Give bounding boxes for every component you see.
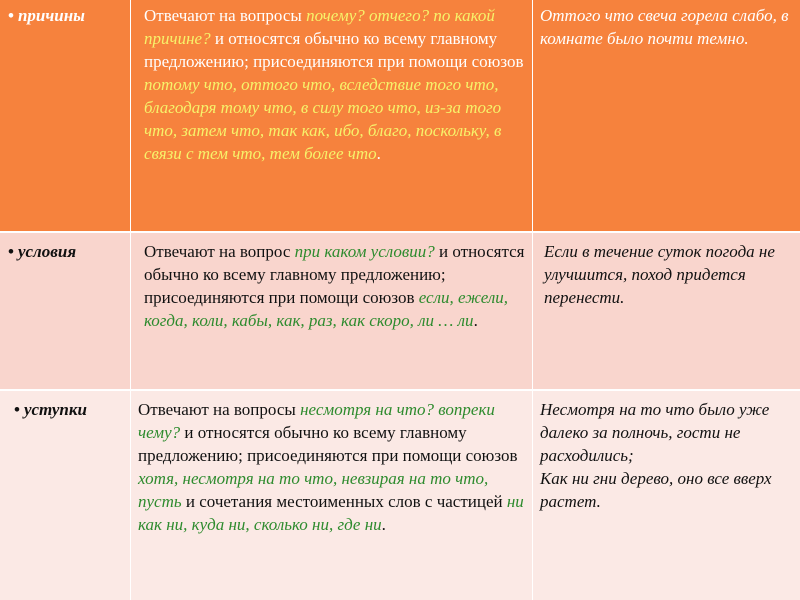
example-text: Если в течение суток погода не улучшится, поход придется перенести. [544,242,775,307]
desc-conjunctions: если, ежели, когда, коли, кабы, как, раз, как скоро, ли … ли [144,288,508,330]
desc-question: несмотря на что? вопреки чему? [138,400,495,442]
example-text-2: Как ни гни дерево, оно все вверх растет. [540,469,772,511]
bullet-icon: • [8,242,14,261]
bullet-icon: • [14,400,20,419]
desc-conjunctions: потому что, оттого что, вследствие того что, благодаря тому что, в силу того что, из-за того что, затем что, так как, ибо, благо, поскольку, в связи с тем что, тем более что [144,75,502,163]
description-cell [130,232,532,390]
bullet-icon: • [8,6,14,25]
column-divider [532,390,533,600]
desc-end: . [381,515,386,534]
column-divider [532,232,533,390]
example-cell [532,0,800,232]
example-text: Оттого что свеча горела слабо, в комнате было почти темно. [540,6,789,48]
table-row-usloviya [0,232,800,390]
desc-pre: Отвечают на вопросы [138,400,301,419]
column-divider [130,0,131,232]
label-cell [0,232,130,390]
row-label: условия [17,242,77,261]
desc-pre: Отвечают на вопросы [144,6,307,25]
example-cell [532,390,800,600]
desc-question: почему? отчего? по какой причине? [144,6,495,48]
example-text: Несмотря на то что было уже далеко за полночь, гости не расходились; [540,400,770,465]
column-divider [532,0,533,232]
row-divider [0,389,800,391]
description-cell [130,0,532,232]
example-cell [532,232,800,390]
column-divider [130,232,131,390]
desc-end: . [376,144,381,163]
row-label: причины [17,6,85,25]
column-divider [130,390,131,600]
label-cell [0,390,130,600]
desc-mid: и относятся обычно ко всему главному предложению; присоединяются при помощи союзов [144,242,525,307]
table-row-prichiny [0,0,800,232]
desc-conjunctions-2: ни как ни, куда ни, сколько ни, где ни [138,492,524,534]
row-label: уступки [23,400,87,419]
desc-mid2: и сочетания местоименных слов с частицей [181,492,507,511]
desc-mid: и относятся обычно ко всему главному предложению; присоединяются при помощи союзов [144,29,524,71]
row-divider [0,231,800,233]
desc-conjunctions: хотя, несмотря на то что, невзирая на то что, пусть [138,469,489,511]
label-cell [0,0,130,232]
table-row-ustupki [0,390,800,600]
desc-pre: Отвечают на вопрос [144,242,295,261]
desc-question: при каком условии? [294,242,435,261]
description-cell [130,390,532,600]
desc-mid: и относятся обычно ко всему главному предложению; присоединяются при помощи союзов [138,423,518,465]
desc-end: . [473,311,478,330]
